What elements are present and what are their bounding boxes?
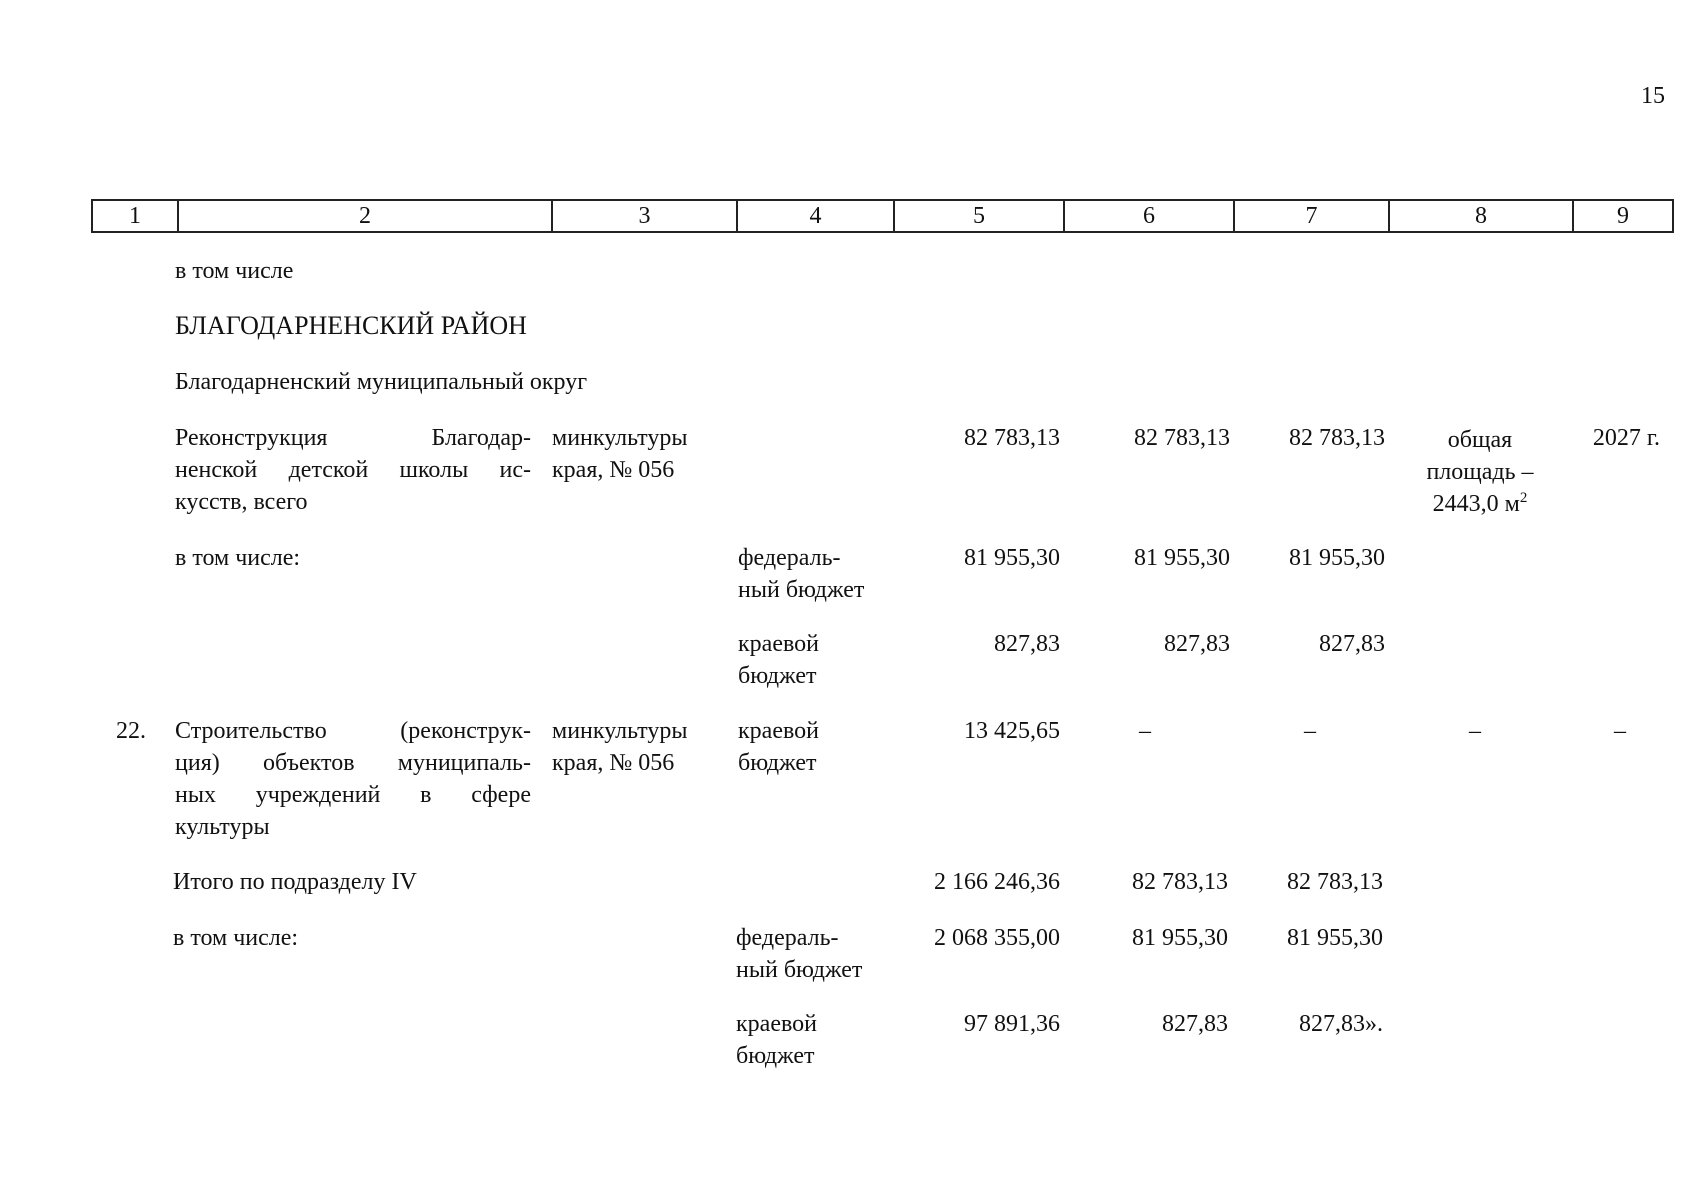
total-regional-col5: 97 891,36: [964, 1011, 1060, 1037]
row22-source-line2: бюджет: [738, 750, 817, 776]
row22-name-line4: культуры: [175, 814, 270, 840]
header-row: [92, 200, 1673, 232]
recon-ministry: [552, 422, 687, 486]
recon-regional-source-line2: бюджет: [738, 663, 817, 689]
total-regional-source: [736, 1008, 817, 1072]
total-federal-col7: 81 955,30: [1287, 925, 1383, 951]
total-regional-source-line2: бюджет: [736, 1043, 815, 1069]
recon-federal-col7: 81 955,30: [1289, 545, 1385, 571]
row22-name-line2: ция) объектов муниципаль-: [175, 750, 531, 776]
total-regional-col7: 827,83».: [1299, 1011, 1383, 1037]
table-header: [91, 199, 1674, 233]
row22-col6: –: [1139, 718, 1151, 744]
recon-ministry-line2: края, № 056: [552, 457, 675, 483]
row22-ministry-line1: минкультуры: [552, 718, 688, 744]
page-number: 15: [1641, 83, 1665, 109]
recon-name-line3: кусств, всего: [175, 489, 308, 515]
total-federal-col6: 81 955,30: [1132, 925, 1228, 951]
recon-col6: 82 783,13: [1134, 425, 1230, 451]
recon-regional-col7: 827,83: [1319, 631, 1385, 657]
total-col5: 2 166 246,36: [934, 869, 1060, 895]
row22-col5: 13 425,65: [964, 718, 1060, 744]
total-v-tom-chisle: в том числе:: [173, 925, 299, 951]
recon-regional-col5: 827,83: [994, 631, 1060, 657]
total-regional-col6: 827,83: [1162, 1011, 1228, 1037]
total-federal-col5: 2 068 355,00: [934, 925, 1060, 951]
header-col-7: 7: [1234, 200, 1389, 232]
header-col-1: 1: [92, 200, 178, 232]
recon-col8-line3: 2443,0 $м^2$: [1432, 490, 1528, 517]
row22-name-line1: Строительство (реконструк-: [175, 718, 531, 744]
recon-federal-source-line1: федераль-: [738, 545, 841, 571]
header-col-2: 2: [178, 200, 552, 232]
recon-regional-source-line1: краевой: [738, 631, 819, 657]
recon-name-line1b: Благодар-: [431, 425, 531, 451]
recon-federal-col6: 81 955,30: [1134, 545, 1230, 571]
row22-number: 22.: [116, 718, 146, 744]
row22-source: [738, 715, 819, 779]
recon-federal-source: [738, 542, 864, 606]
recon-regional-source: [738, 628, 819, 692]
row22-col8: –: [1469, 718, 1481, 744]
recon-col9: 2027 г.: [1592, 425, 1660, 451]
header-col-9: 9: [1573, 200, 1673, 232]
recon-col7: 82 783,13: [1289, 425, 1385, 451]
recon-ministry-line1: минкультуры: [552, 425, 688, 451]
recon-name: [175, 422, 531, 518]
recon-col8-line2: площадь –: [1426, 459, 1534, 485]
row22-ministry: [552, 715, 687, 779]
recon-federal-source-line2: ный бюджет: [738, 577, 865, 603]
recon-federal-col5: 81 955,30: [964, 545, 1060, 571]
total-col6: 82 783,13: [1132, 869, 1228, 895]
intro-v-tom-chisle: в том числе: [175, 258, 294, 284]
total-federal-source-line2: ный бюджет: [736, 957, 863, 983]
row22-name-line3: ных учреждений в сфере: [175, 782, 531, 808]
header-col-5: 5: [894, 200, 1064, 232]
row22-source-line1: краевой: [738, 718, 819, 744]
recon-v-tom-chisle: в том числе:: [175, 545, 301, 571]
recon-regional-col6: 827,83: [1164, 631, 1230, 657]
total-federal-source-line1: федераль-: [736, 925, 839, 951]
row22-col7: –: [1304, 718, 1316, 744]
recon-col8-line1: общая: [1447, 427, 1513, 453]
okrug-heading: Благодарненский муниципальный округ: [175, 369, 588, 395]
header-col-6: 6: [1064, 200, 1234, 232]
row22-name: [175, 715, 531, 843]
total-regional-source-line1: краевой: [736, 1011, 817, 1037]
superscript-2: 2: [1519, 490, 1528, 506]
recon-name-line2: ненской детской школы ис-: [175, 457, 531, 483]
header-col-3: 3: [552, 200, 737, 232]
recon-col8: [1388, 424, 1572, 520]
total-federal-source: [736, 922, 862, 986]
recon-col5: 82 783,13: [964, 425, 1060, 451]
row22-ministry-line2: края, № 056: [552, 750, 675, 776]
header-col-4: 4: [737, 200, 894, 232]
recon-name-line1a: Реконструкция: [175, 425, 328, 451]
total-col7: 82 783,13: [1287, 869, 1383, 895]
district-heading: БЛАГОДАРНЕНСКИЙ РАЙОН: [175, 311, 527, 340]
total-label: Итого по подразделу IV: [173, 869, 417, 895]
row22-col9: –: [1614, 718, 1626, 744]
header-col-8: 8: [1389, 200, 1573, 232]
